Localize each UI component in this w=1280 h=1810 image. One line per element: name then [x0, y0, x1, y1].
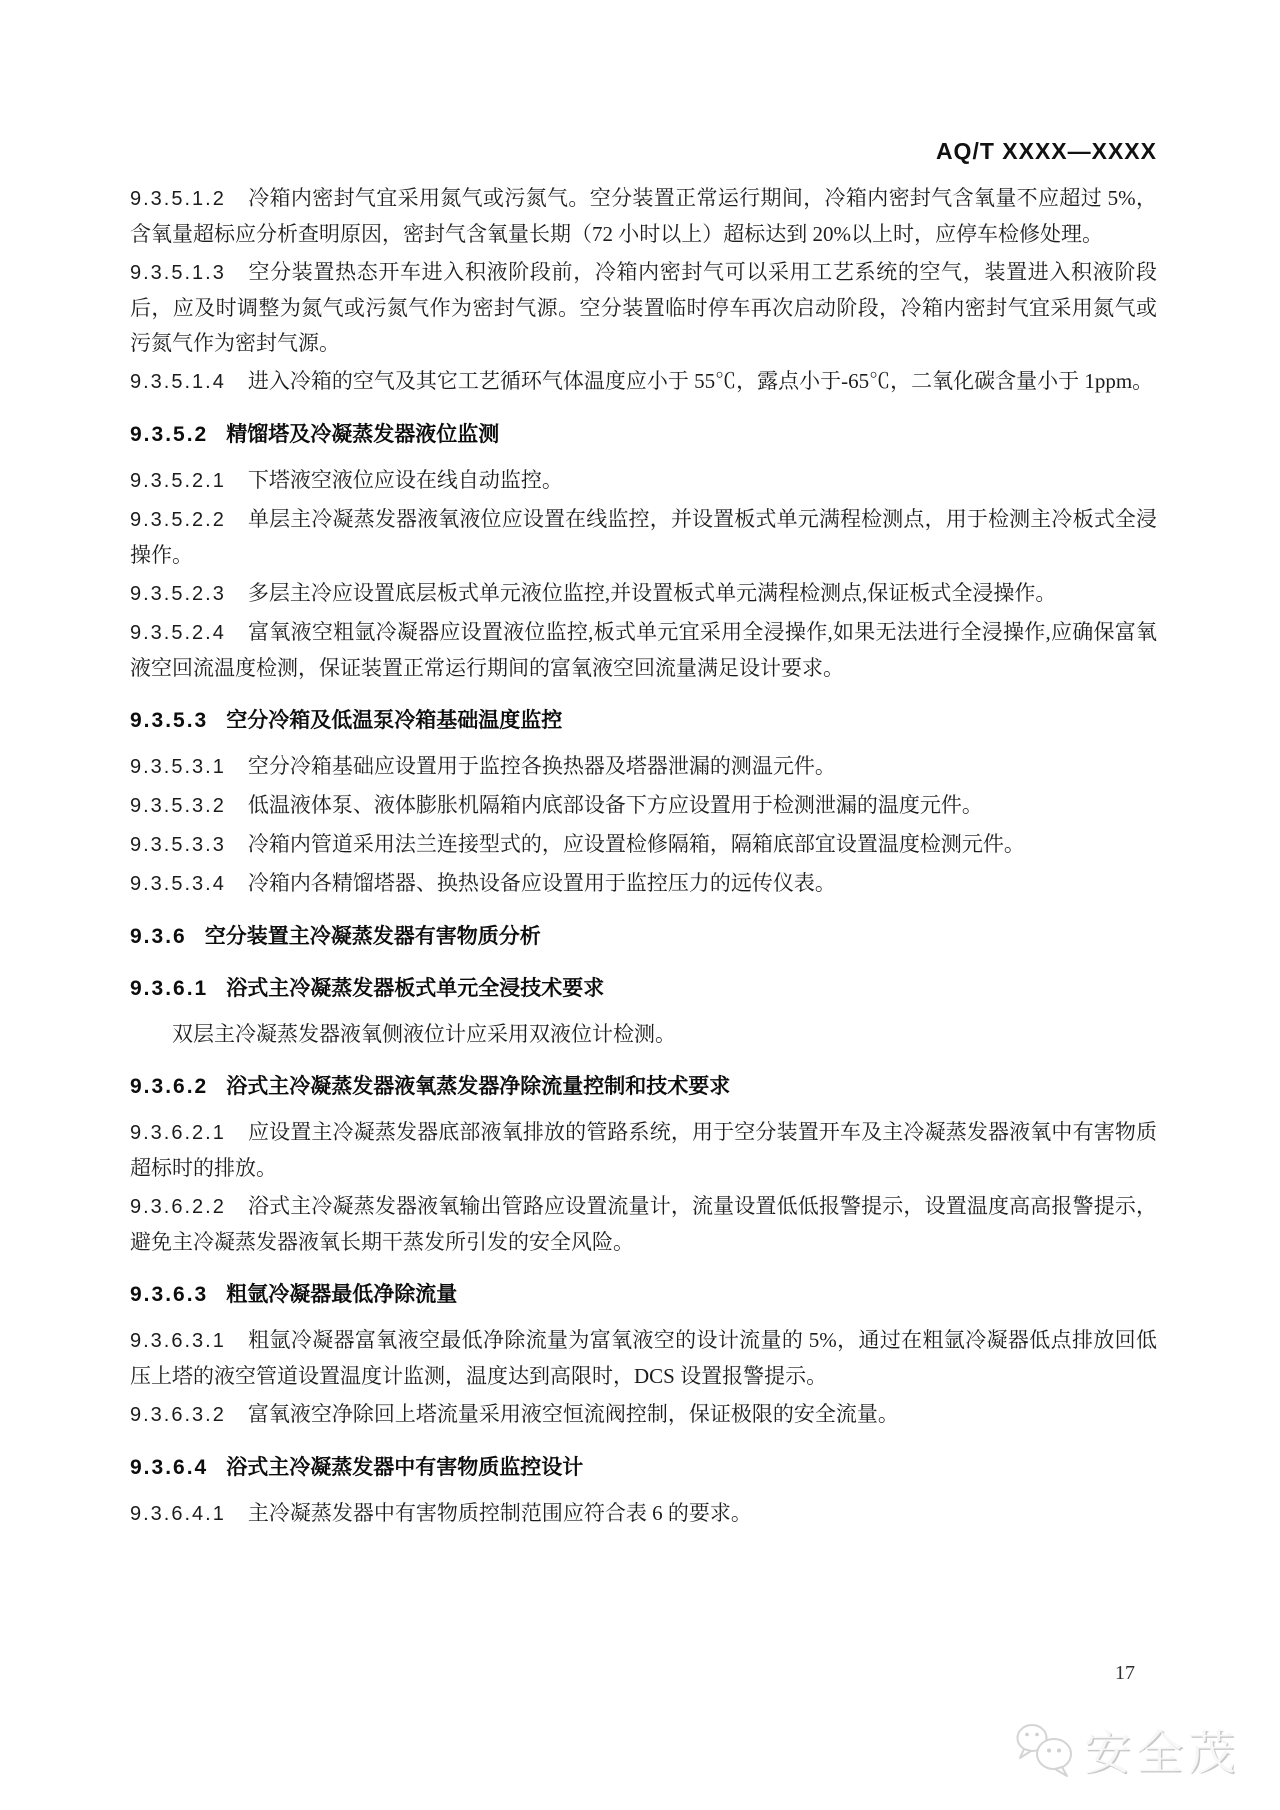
heading-number: 9.3.6 [130, 925, 187, 948]
heading-text: 粗氩冷凝器最低净除流量 [226, 1283, 458, 1306]
clause-number: 9.3.5.2.1 [130, 470, 226, 492]
clause-9.3.5.1.4 [130, 364, 1157, 400]
heading-text: 空分装置主冷凝蒸发器有害物质分析 [204, 925, 541, 948]
clause-number: 9.3.5.3.4 [130, 873, 226, 895]
heading-number: 9.3.6.2 [130, 1075, 209, 1098]
heading-number: 9.3.6.4 [130, 1456, 209, 1479]
heading-9.3.5.3 [130, 703, 1157, 738]
wechat-chat-bubbles-icon [1014, 1721, 1076, 1779]
clause-text: 空分装置热态开车进入积液阶段前，冷箱内密封气可以采用工艺系统的空气，装置进入积液阶段后，应及时调整为氮气或污氮气作为密封气源。空分装置临时停车再次启动阶段，冷箱内密封气宜采用氮气或污氮气作为密封气源。 [130, 260, 1157, 355]
heading-9.3.6.3 [130, 1277, 1157, 1312]
clause-text: 进入冷箱的空气及其它工艺循环气体温度应小于 55℃，露点小于-65℃，二氧化碳含量小于 1ppm。 [247, 369, 1154, 393]
clause-number: 9.3.6.4.1 [130, 1503, 226, 1525]
clause-text: 单层主冷凝蒸发器液氧液位应设置在线监控，并设置板式单元满程检测点，用于检测主冷板式全浸操作。 [130, 507, 1157, 567]
clause-number: 9.3.6.2.2 [130, 1196, 226, 1218]
clause-number: 9.3.6.3.2 [130, 1404, 226, 1426]
watermark-text: 安全茂 [1084, 1726, 1240, 1779]
clause-9.3.5.2.1 [130, 463, 1157, 499]
clause-9.3.5.1.2 [130, 181, 1157, 252]
clause-text: 冷箱内密封气宜采用氮气或污氮气。空分装置正常运行期间，冷箱内密封气含氧量不应超过 5%，含氧量超标应分析查明原因，密封气含氧量长期（72 小时以上）超标达到 20%以上时，应停车检修处理。 [130, 186, 1157, 246]
clause-number: 9.3.5.1.4 [130, 371, 226, 393]
clause-number: 9.3.5.1.3 [130, 262, 226, 284]
clause-9.3.5.3.2 [130, 788, 1157, 824]
heading-text: 浴式主冷凝蒸发器中有害物质监控设计 [226, 1456, 584, 1479]
doc-body [130, 181, 1157, 1532]
heading-9.3.5.2 [130, 417, 1157, 452]
clause-9.3.6.3.2 [130, 1397, 1157, 1433]
watermark [1014, 1716, 1240, 1783]
heading-text: 浴式主冷凝蒸发器板式单元全浸技术要求 [226, 977, 605, 1000]
clause-number: 9.3.5.2.2 [130, 509, 226, 531]
clause-text: 浴式主冷凝蒸发器液氧输出管路应设置流量计，流量设置低低报警提示，设置温度高高报警提示，避免主冷凝蒸发器液氧长期干蒸发所引发的安全风险。 [130, 1194, 1157, 1254]
clause-text: 应设置主冷凝蒸发器底部液氧排放的管路系统，用于空分装置开车及主冷凝蒸发器液氧中有害物质超标时的排放。 [130, 1120, 1157, 1180]
heading-number: 9.3.5.2 [130, 423, 209, 446]
heading-number: 9.3.6.1 [130, 977, 209, 1000]
clause-number: 9.3.6.2.1 [130, 1122, 226, 1144]
clause-9.3.6.3.1 [130, 1323, 1157, 1394]
clause-9.3.5.2.2 [130, 502, 1157, 573]
clause-9.3.5.3.1 [130, 749, 1157, 785]
clause-number: 9.3.6.3.1 [130, 1330, 226, 1352]
clause-9.3.6.2.2 [130, 1189, 1157, 1260]
heading-text: 空分冷箱及低温泵冷箱基础温度监控 [226, 709, 563, 732]
doc-code-header: AQ/T XXXX—XXXX [935, 138, 1157, 164]
clause-9.3.5.2.3 [130, 576, 1157, 612]
heading-number: 9.3.6.3 [130, 1283, 209, 1306]
heading-9.3.6.1 [130, 971, 1157, 1006]
clause-text: 空分冷箱基础应设置用于监控各换热器及塔器泄漏的测温元件。 [247, 754, 836, 778]
clause-9.3.5.3.4 [130, 866, 1157, 902]
clause-9.3.5.2.4 [130, 615, 1157, 686]
heading-9.3.6.2 [130, 1069, 1157, 1104]
clause-number: 9.3.5.1.2 [130, 188, 226, 210]
clause-text: 低温液体泵、液体膨胀机隔箱内底部设备下方应设置用于检测泄漏的温度元件。 [247, 793, 983, 817]
clause-9.3.6.2.1 [130, 1115, 1157, 1186]
heading-text: 精馏塔及冷凝蒸发器液位监测 [226, 423, 500, 446]
heading-9.3.6 [130, 919, 1157, 954]
clause-text: 下塔液空液位应设在线自动监控。 [247, 468, 563, 492]
paragraph-double-level-gauge: 双层主冷凝蒸发器液氧侧液位计应采用双液位计检测。 [172, 1022, 676, 1046]
clause-number: 9.3.5.2.3 [130, 583, 226, 605]
heading-text: 浴式主冷凝蒸发器液氧蒸发器净除流量控制和技术要求 [226, 1075, 731, 1098]
clause-9.3.6.4.1 [130, 1496, 1157, 1532]
clause-number: 9.3.5.3.3 [130, 834, 226, 856]
clause-text: 富氧液空粗氩冷凝器应设置液位监控,板式单元宜采用全浸操作,如果无法进行全浸操作,应确保富氧液空回流温度检测，保证装置正常运行期间的富氧液空回流量满足设计要求。 [130, 620, 1157, 680]
page-number: 17 [1115, 1662, 1135, 1684]
clause-9.3.5.1.3 [130, 255, 1157, 361]
clause-text: 主冷凝蒸发器中有害物质控制范围应符合表 6 的要求。 [247, 1501, 752, 1525]
clause-text: 冷箱内管道采用法兰连接型式的，应设置检修隔箱，隔箱底部宜设置温度检测元件。 [247, 832, 1025, 856]
heading-9.3.6.4 [130, 1450, 1157, 1485]
clause-number: 9.3.5.2.4 [130, 622, 226, 644]
clause-9.3.5.3.3 [130, 827, 1157, 863]
clause-text: 冷箱内各精馏塔器、换热设备应设置用于监控压力的远传仪表。 [247, 871, 836, 895]
clause-text: 富氧液空净除回上塔流量采用液空恒流阀控制，保证极限的安全流量。 [247, 1402, 899, 1426]
clause-text: 多层主冷应设置底层板式单元液位监控,并设置板式单元满程检测点,保证板式全浸操作。 [247, 581, 1057, 605]
clause-number: 9.3.5.3.1 [130, 756, 226, 778]
clause-text: 粗氩冷凝器富氧液空最低净除流量为富氧液空的设计流量的 5%，通过在粗氩冷凝器低点排放回低压上塔的液空管道设置温度计监测，温度达到高限时，DCS 设置报警提示。 [130, 1328, 1157, 1388]
heading-number: 9.3.5.3 [130, 709, 209, 732]
clause-number: 9.3.5.3.2 [130, 795, 226, 817]
